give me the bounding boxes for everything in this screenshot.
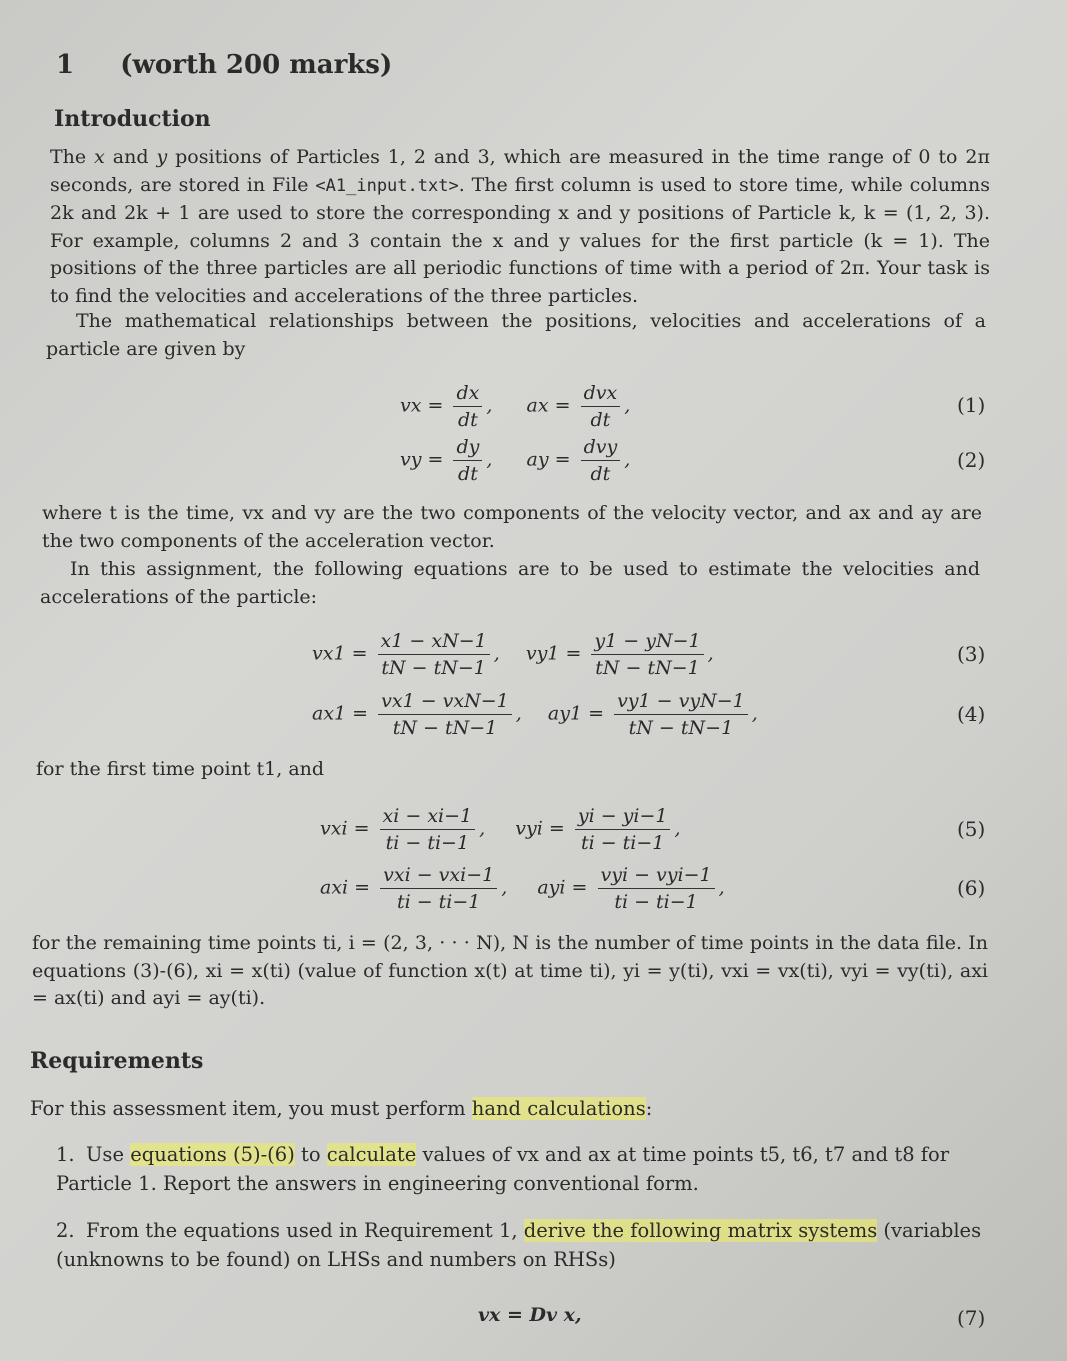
equation-6: axi = $\frac{\text{vxi − vxi−1}}{ti - ti-1}$ , ayi = $\frac{\text{vyi − vyi−1}}{ti - ti-1}$ , [320, 864, 725, 913]
intro-paragraph-4: In this assignment, the following equations are to be used to estimate the velocities and accelerations of the particle: [40, 558, 980, 608]
intro-paragraph-1: The x and y positions of Particles 1, 2 and 3, which are measured in the time range of 0 to 2π seconds, are stored in File <A1_input.txt>. The first column is used to store time, while columns 2k and 2k + 1 are used to store the corresponding x and y positions of Particle k, k = (1, 2, 3). For example, columns 2 and 3 contain the x and y values for the first particle (k = 1). The positions of the three particles are all periodic functions of time with a period of 2π. Your task is to find the velocities and accelerations of the three particles. [50, 146, 990, 307]
requirements-heading: Requirements [30, 1048, 204, 1074]
equation-2-label: (2) [957, 448, 986, 472]
section-heading [56, 50, 392, 80]
equation-4: ax1 = $\frac{\text{vx1 − vxN−1}}{tN - tN-1}$ , ay1 = $\frac{\text{vy1 − vyN−1}}{tN - tN-1}$ , [312, 690, 758, 739]
input-file-name: <A1_input.txt> [315, 175, 459, 196]
requirements-intro: For this assessment item, you must perform hand calculations: [30, 1097, 653, 1120]
equation-7: vx = Dv x, [478, 1304, 582, 1326]
equation-5-label: (5) [957, 817, 986, 841]
equation-5: vxi = $\frac{xi - xi-1}{ti - ti-1}$ , vyi = $\frac{yi - yi-1}{ti - ti-1}$ , [320, 805, 681, 854]
equation-3-label: (3) [957, 642, 986, 666]
introduction-heading: Introduction [54, 106, 211, 132]
equation-3: vx1 = $\frac{x1 - xN-1}{tN - tN-1}$ , vy1 = $\frac{y1 - yN-1}{tN - tN-1}$ , [312, 630, 714, 679]
equation-4-label: (4) [957, 702, 986, 726]
intro-paragraph-6: for the remaining time points ti, i = (2, 3, · · · N), N is the number of time points in the data file. In equations (3)-(6), xi = x(ti) (value of function x(t) at time ti), yi = y(ti), vxi = vx(ti), vyi = vy(ti), axi = ax(ti) and ayi = ay(ti). [32, 932, 988, 1009]
intro-paragraph-5: for the first time point t1, and [36, 758, 325, 780]
equation-1: vx = $\frac{dx}{dt}$ , ax = $\frac{\text{dvx}}{dt}$ , [400, 382, 631, 431]
equation-7-label: (7) [957, 1306, 986, 1330]
requirement-item-2: 2. From the equations used in Requirement 1, derive the following matrix systems (variables (unknowns to be found) on LHSs and numbers on RHSs) [56, 1219, 982, 1271]
intro-paragraph-3: where t is the time, vx and vy are the two components of the velocity vector, and ax and ay are the two components of the acceleration vector. [42, 502, 982, 552]
equation-1-label: (1) [957, 393, 986, 417]
equation-6-label: (6) [957, 876, 986, 900]
equation-2: vy = $\frac{dy}{dt}$ , ay = $\frac{\text{dvy}}{dt}$ , [400, 436, 631, 485]
highlight-hand-calculations: hand calculations [471, 1097, 646, 1120]
intro-paragraph-2: The mathematical relationships between the positions, velocities and accelerations of a particle are given by [46, 310, 986, 360]
section-number: 1 [56, 50, 75, 80]
section-worth: (worth 200 marks) [120, 50, 393, 80]
requirement-item-1: 1. Use equations (5)-(6) to calculate values of vx and ax at time points t5, t6, t7 and t8 for Particle 1. Report the answers in engineering conventional form. [56, 1143, 950, 1195]
